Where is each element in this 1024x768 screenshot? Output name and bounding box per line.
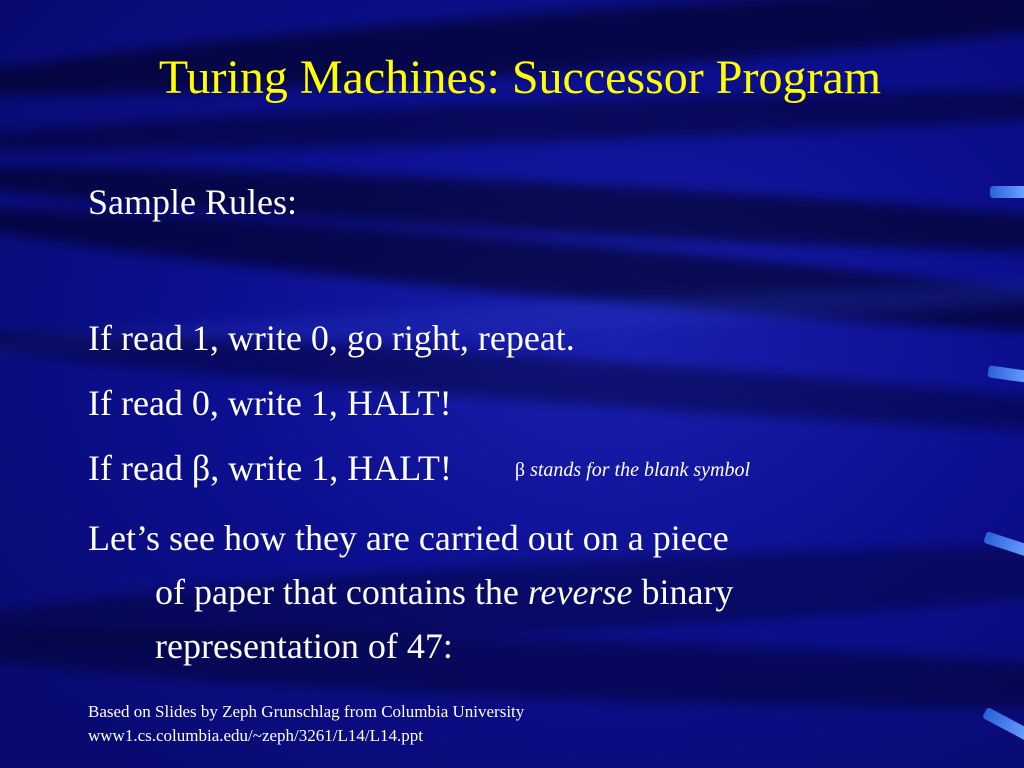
sample-rules-heading: Sample Rules:: [88, 182, 297, 222]
emphasis-reverse: reverse: [527, 572, 633, 612]
explanation-paragraph: [88, 511, 908, 673]
rule-line-3-row: [88, 446, 750, 492]
paragraph-line-2-after: binary: [632, 572, 734, 612]
edge-accent-mark: [990, 186, 1024, 198]
rule-line-2: If read 0, write 1, HALT!: [88, 383, 452, 423]
slide-title: Turing Machines: Successor Program: [158, 51, 882, 104]
edge-accent-mark: [982, 707, 1024, 741]
footer-credit-line: Based on Slides by Zeph Grunschlag from Columbia University: [88, 702, 525, 721]
footer-source-url: www1.cs.columbia.edu/~zeph/3261/L14/L14.ppt: [88, 726, 423, 745]
rule-line-3: If read β, write 1, HALT!: [88, 448, 452, 488]
paragraph-line-1: Let’s see how they are carried out on a piece: [88, 518, 729, 558]
blank-symbol-note-text: stands for the blank symbol: [525, 459, 751, 481]
paragraph-line-2-before: of paper that contains the: [155, 572, 528, 612]
paragraph-line-2: [88, 565, 908, 619]
rule-line-1: If read 1, write 0, go right, repeat.: [88, 318, 575, 358]
edge-accent-mark: [987, 365, 1024, 382]
paragraph-line-3: representation of 47:: [155, 626, 453, 666]
blank-symbol-note: [515, 459, 750, 481]
beta-symbol: β: [514, 459, 526, 481]
footer-credit: [88, 700, 524, 748]
